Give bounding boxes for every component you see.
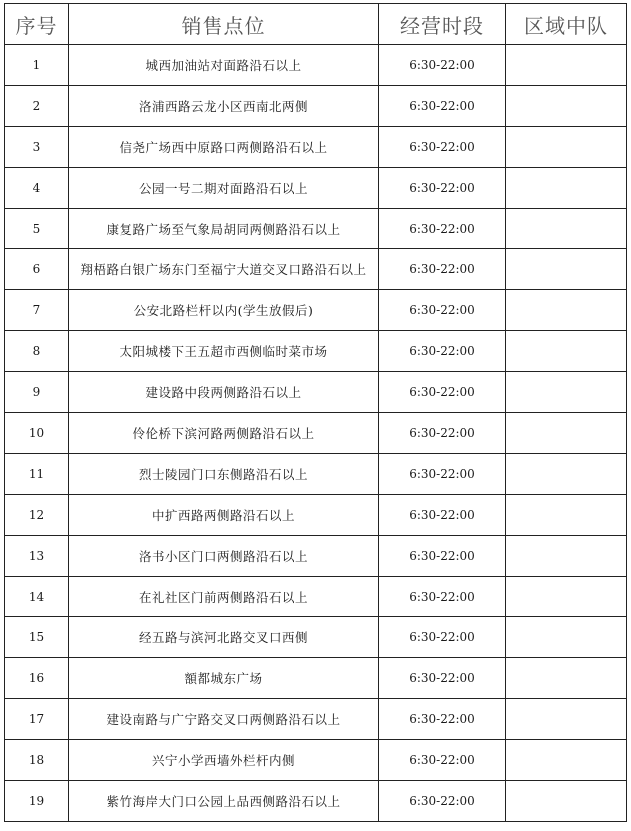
row-team <box>506 658 627 699</box>
row-number: 14 <box>5 576 69 617</box>
row-number: 4 <box>5 167 69 208</box>
row-hours: 6:30-22:00 <box>379 453 506 494</box>
row-number: 3 <box>5 126 69 167</box>
table-row <box>5 85 627 126</box>
row-team <box>506 535 627 576</box>
row-hours: 6:30-22:00 <box>379 413 506 454</box>
row-team <box>506 453 627 494</box>
row-location: 兴宁小学西墙外栏杆内侧 <box>69 740 379 781</box>
table-row <box>5 290 627 331</box>
table-row <box>5 658 627 699</box>
row-hours: 6:30-22:00 <box>379 576 506 617</box>
row-number: 9 <box>5 372 69 413</box>
row-location: 建设路中段两侧路沿石以上 <box>69 372 379 413</box>
row-location: 经五路与滨河北路交叉口西侧 <box>69 617 379 658</box>
row-team <box>506 617 627 658</box>
row-team <box>506 372 627 413</box>
row-hours: 6:30-22:00 <box>379 290 506 331</box>
table-row <box>5 453 627 494</box>
table-row <box>5 208 627 249</box>
row-hours: 6:30-22:00 <box>379 249 506 290</box>
row-location: 康复路广场至气象局胡同两侧路沿石以上 <box>69 208 379 249</box>
row-team <box>506 45 627 86</box>
table-row <box>5 331 627 372</box>
table-row <box>5 699 627 740</box>
table-row <box>5 576 627 617</box>
table-row <box>5 494 627 535</box>
header-location: 销售点位 <box>69 4 379 45</box>
row-team <box>506 331 627 372</box>
row-team <box>506 740 627 781</box>
row-location: 公安北路栏杆以内(学生放假后) <box>69 290 379 331</box>
row-hours: 6:30-22:00 <box>379 208 506 249</box>
header-team: 区域中队 <box>506 4 627 45</box>
row-number: 8 <box>5 331 69 372</box>
row-hours: 6:30-22:00 <box>379 372 506 413</box>
row-team <box>506 85 627 126</box>
table-row <box>5 126 627 167</box>
row-location: 信尧广场西中原路口两侧路沿石以上 <box>69 126 379 167</box>
row-hours: 6:30-22:00 <box>379 617 506 658</box>
table-row <box>5 781 627 822</box>
table-row <box>5 535 627 576</box>
row-hours: 6:30-22:00 <box>379 740 506 781</box>
row-location: 翔梧路白银广场东门至福宁大道交叉口路沿石以上 <box>69 249 379 290</box>
row-number: 16 <box>5 658 69 699</box>
row-number: 2 <box>5 85 69 126</box>
table-row <box>5 617 627 658</box>
row-team <box>506 699 627 740</box>
row-location: 額都城东广场 <box>69 658 379 699</box>
header-number: 序号 <box>5 4 69 45</box>
row-number: 1 <box>5 45 69 86</box>
row-hours: 6:30-22:00 <box>379 699 506 740</box>
row-hours: 6:30-22:00 <box>379 167 506 208</box>
row-hours: 6:30-22:00 <box>379 85 506 126</box>
row-team <box>506 413 627 454</box>
row-hours: 6:30-22:00 <box>379 331 506 372</box>
table-row <box>5 249 627 290</box>
table-row <box>5 45 627 86</box>
row-number: 13 <box>5 535 69 576</box>
row-hours: 6:30-22:00 <box>379 45 506 86</box>
row-number: 18 <box>5 740 69 781</box>
row-number: 6 <box>5 249 69 290</box>
row-team <box>506 249 627 290</box>
row-number: 19 <box>5 781 69 822</box>
row-location: 洛浦西路云龙小区西南北两侧 <box>69 85 379 126</box>
row-location: 城西加油站对面路沿石以上 <box>69 45 379 86</box>
row-number: 15 <box>5 617 69 658</box>
row-location: 烈士陵园门口东侧路沿石以上 <box>69 453 379 494</box>
row-location: 紫竹海岸大门口公园上品西侧路沿石以上 <box>69 781 379 822</box>
row-location: 太阳城楼下王五超市西侧临时菜市场 <box>69 331 379 372</box>
row-location: 伶伦桥下滨河路两侧路沿石以上 <box>69 413 379 454</box>
row-location: 在礼社区门前两侧路沿石以上 <box>69 576 379 617</box>
row-number: 10 <box>5 413 69 454</box>
table-row <box>5 167 627 208</box>
row-team <box>506 781 627 822</box>
row-number: 5 <box>5 208 69 249</box>
row-team <box>506 576 627 617</box>
row-hours: 6:30-22:00 <box>379 658 506 699</box>
row-team <box>506 167 627 208</box>
header-hours: 经营时段 <box>379 4 506 45</box>
row-location: 中扩西路两侧路沿石以上 <box>69 494 379 535</box>
row-location: 洛书小区门口两侧路沿石以上 <box>69 535 379 576</box>
row-team <box>506 290 627 331</box>
table-row <box>5 740 627 781</box>
table-row <box>5 372 627 413</box>
row-team <box>506 494 627 535</box>
table-body <box>5 45 627 822</box>
row-number: 7 <box>5 290 69 331</box>
row-hours: 6:30-22:00 <box>379 781 506 822</box>
row-hours: 6:30-22:00 <box>379 494 506 535</box>
header-row <box>5 4 627 45</box>
row-number: 11 <box>5 453 69 494</box>
row-team <box>506 208 627 249</box>
row-number: 12 <box>5 494 69 535</box>
row-hours: 6:30-22:00 <box>379 535 506 576</box>
sales-points-table <box>4 3 627 822</box>
row-number: 17 <box>5 699 69 740</box>
table-row <box>5 413 627 454</box>
row-hours: 6:30-22:00 <box>379 126 506 167</box>
row-team <box>506 126 627 167</box>
row-location: 公园一号二期对面路沿石以上 <box>69 167 379 208</box>
row-location: 建设南路与广宁路交叉口两侧路沿石以上 <box>69 699 379 740</box>
